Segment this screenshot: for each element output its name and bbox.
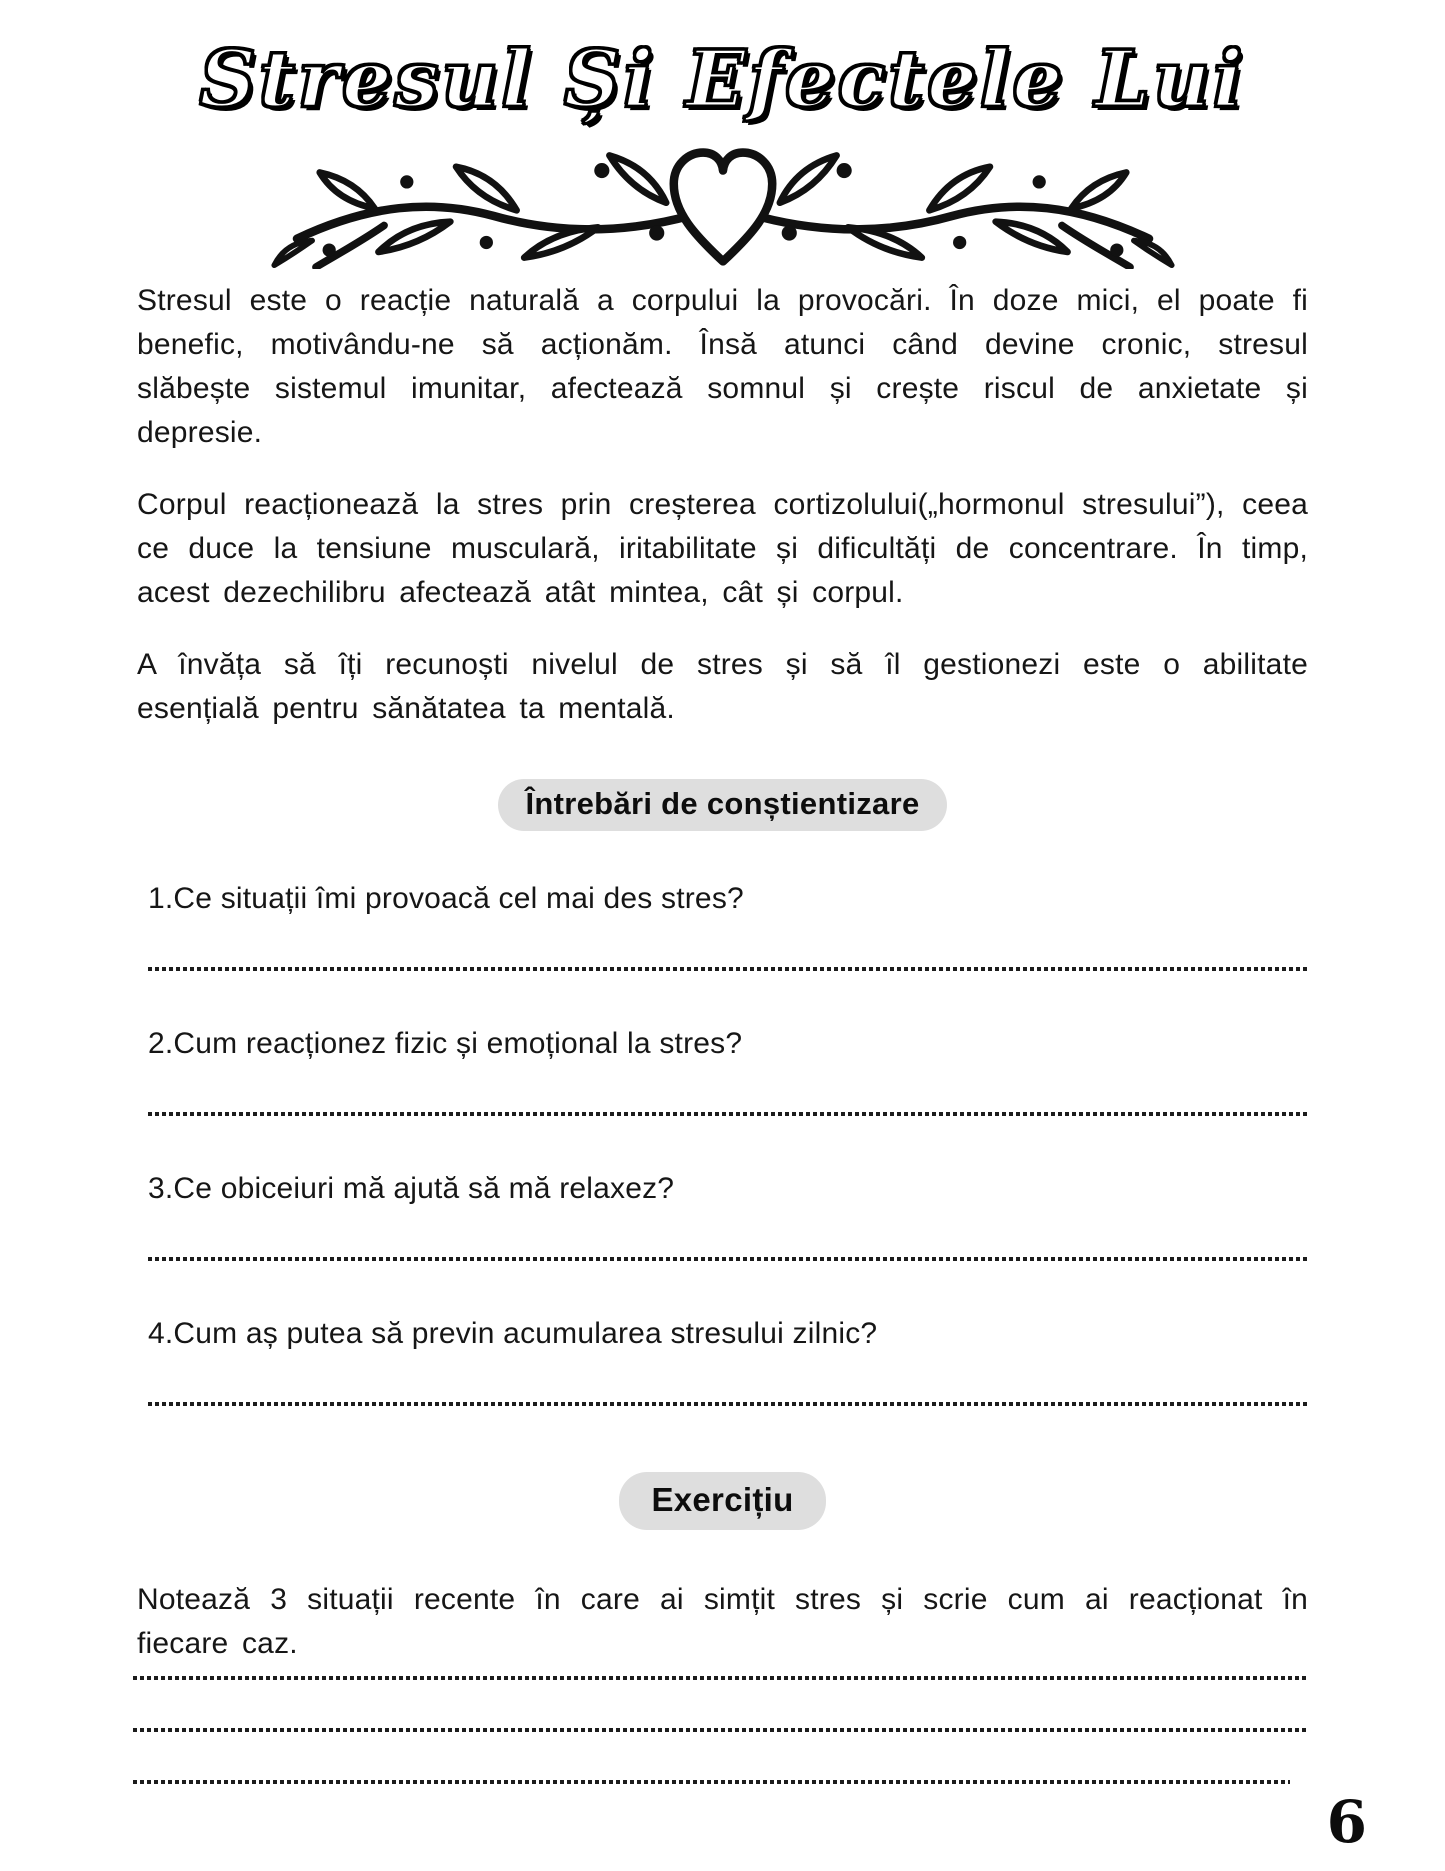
intro-paragraph-2: Corpul reacționează la stres prin creșterea cortizolului(„hormonul stresului”), ceea ce duce la tensiune musculară, iritabilitate și dificultăți de concentrare. În timp, acest dezechilibru afectează atât mintea, cât și corpul. (137, 488, 1308, 609)
question-block-4 (137, 1312, 1308, 1406)
heart-icon (673, 153, 771, 262)
exercise-instruction: Notează 3 situații recente în care ai simțit stres și scrie cum ai reacționat în fiecare caz. (137, 1583, 1308, 1660)
heart-laurel-divider-svg (248, 127, 1198, 269)
question-text-4: 4.Cum aș putea să previn acumularea stresului zilnic? (148, 1317, 878, 1350)
question-block-3 (137, 1167, 1308, 1261)
question-block-1 (137, 877, 1308, 971)
answer-line-1 (148, 967, 1308, 971)
answer-line-4 (148, 1402, 1308, 1406)
exercise-answer-line-3 (133, 1780, 1290, 1784)
question-text-1: 1.Ce situații îmi provoacă cel mai des stres? (148, 882, 744, 915)
exercise-answer-lines (137, 1676, 1308, 1784)
intro-paragraph-1: Stresul este o reacție naturală a corpului la provocări. În doze mici, el poate fi benefic, motivându-ne să acționăm. Însă atunci când devine cronic, stresul slăbește sistemul imunitar, afectează somnul și crește riscul de anxietate și depresie. (137, 284, 1308, 449)
section-heading-exercise: Exercițiu (619, 1472, 825, 1530)
heart-laurel-divider-icon (0, 127, 1445, 269)
question-block-2 (137, 1022, 1308, 1116)
page-number: 6 (1326, 1788, 1367, 1856)
question-text-2: 2.Cum reacționez fizic și emoțional la stres? (148, 1027, 743, 1060)
section-heading-awareness: Întrebări de conștientizare (498, 779, 948, 831)
answer-line-3 (148, 1257, 1308, 1261)
exercise-answer-line-1 (133, 1676, 1308, 1680)
question-text-3: 3.Ce obiceiuri mă ajută să mă relaxez? (148, 1172, 675, 1205)
awareness-questions (137, 877, 1308, 1406)
exercise-answer-line-2 (133, 1728, 1308, 1732)
intro-paragraph-3: A învăța să îți recunoști nivelul de stres și să îl gestionezi este o abilitate esențială pentru sănătatea ta mentală. (137, 648, 1308, 725)
answer-line-2 (148, 1112, 1308, 1116)
page-title: Stresul Și Efectele Lui (199, 34, 1246, 125)
page-content (137, 279, 1308, 1784)
